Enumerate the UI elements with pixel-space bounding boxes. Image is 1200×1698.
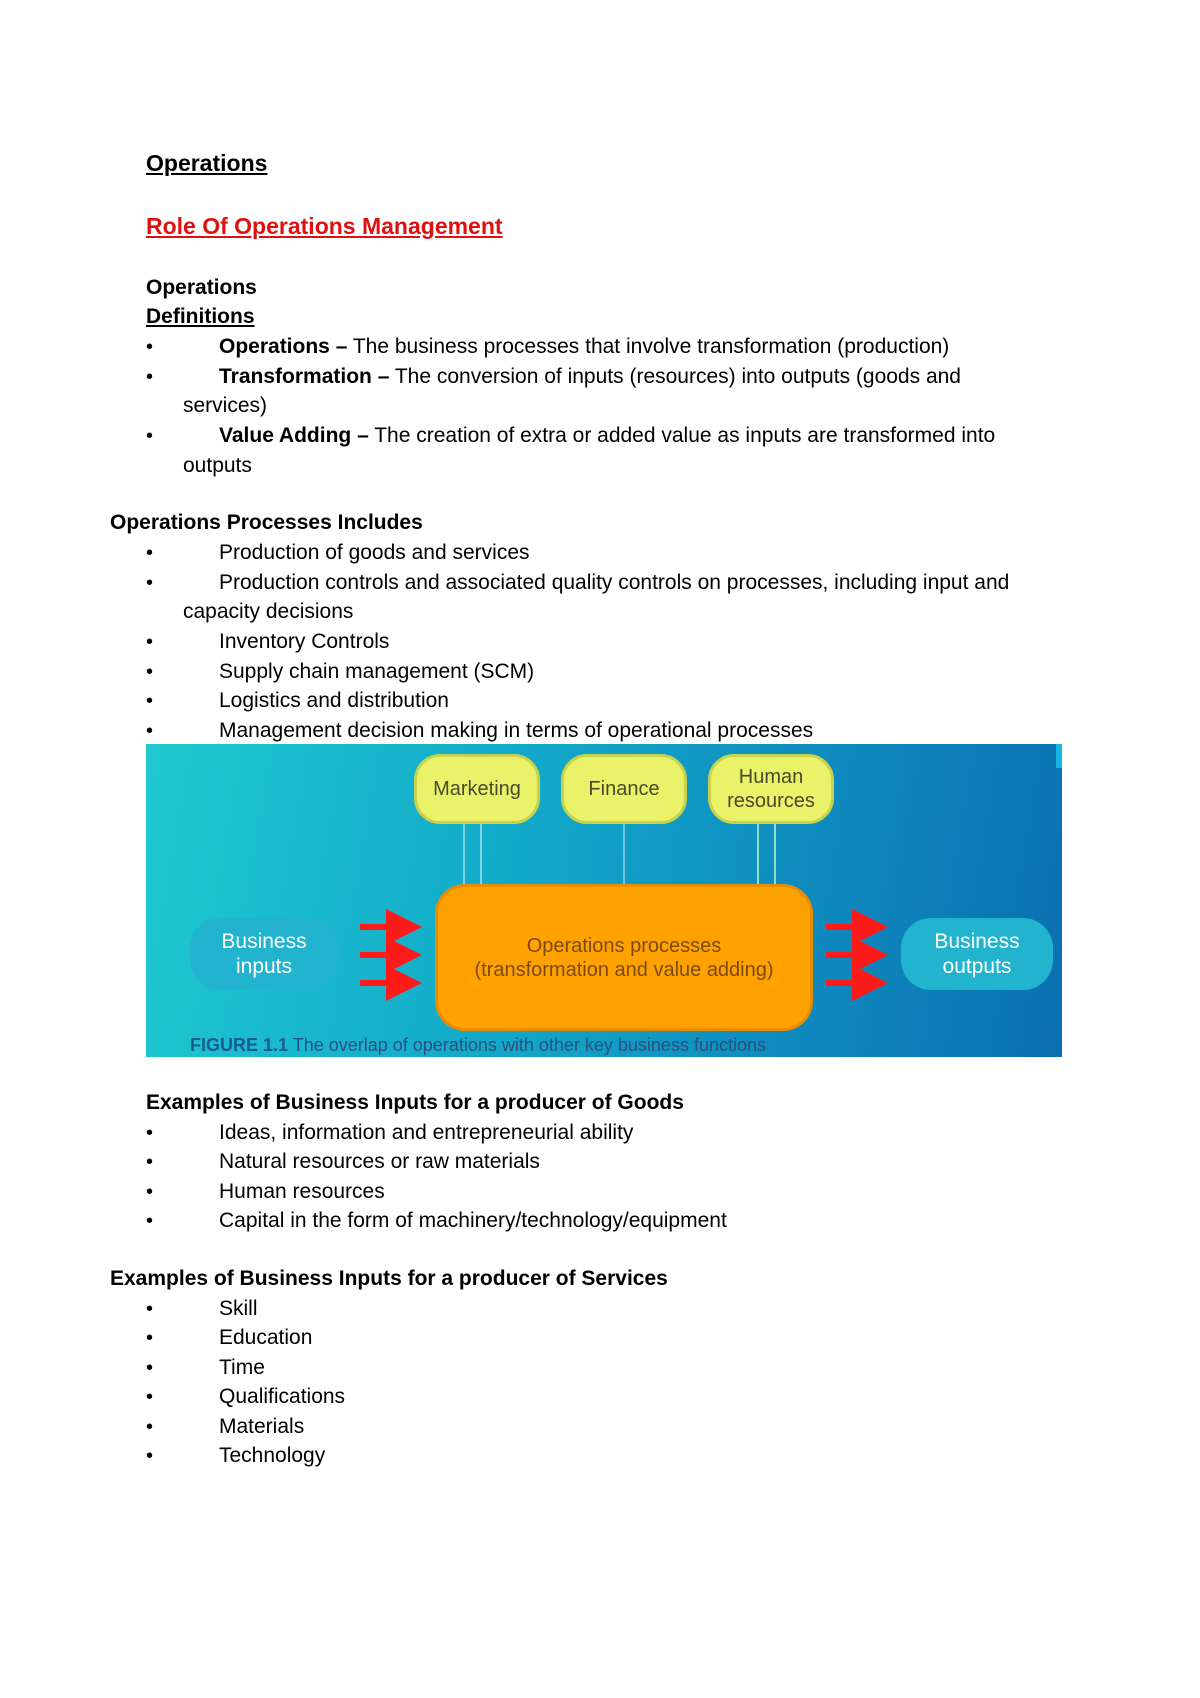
finance-label: Finance	[588, 778, 660, 800]
bullet: •	[146, 631, 154, 653]
list-item: Education	[219, 1326, 313, 1349]
bullet: •	[146, 720, 154, 742]
section-heading: Operations	[146, 276, 257, 299]
definition-item	[219, 423, 995, 449]
definition-item	[219, 334, 949, 360]
list-item: Production controls and associated quality controls on processes, including input and	[219, 571, 1010, 594]
marketing-node	[414, 754, 540, 824]
list-item: Logistics and distribution	[219, 689, 449, 712]
bullet: •	[146, 1327, 154, 1349]
definition-term: Transformation –	[219, 365, 390, 388]
bullet: •	[146, 336, 154, 358]
figure-caption-text: The overlap of operations with other key business functions	[292, 1035, 766, 1055]
bullet: •	[146, 366, 154, 388]
list-item: Natural resources or raw materials	[219, 1150, 540, 1173]
bullet: •	[146, 1210, 154, 1232]
definition-continuation: services)	[183, 394, 268, 417]
list-item: Materials	[219, 1415, 305, 1438]
bullet: •	[146, 425, 154, 447]
services-heading: Examples of Business Inputs for a producer of Services	[110, 1267, 668, 1290]
definition-term: Operations –	[219, 335, 348, 358]
list-item: Time	[219, 1356, 265, 1379]
definition-text: The business processes that involve transformation (production)	[347, 335, 950, 358]
operations-processes-node	[435, 884, 813, 1031]
definition-text: The creation of extra or added value as inputs are transformed into	[368, 424, 996, 447]
marketing-label: Marketing	[433, 778, 521, 800]
bullet: •	[146, 1416, 154, 1438]
bullet: •	[146, 572, 154, 594]
ops-label-line2: (transformation and value adding)	[474, 958, 774, 981]
goods-heading: Examples of Business Inputs for a producer of Goods	[146, 1091, 684, 1114]
bullet: •	[146, 1357, 154, 1379]
figure-caption-label: FIGURE 1.1	[190, 1035, 289, 1055]
bullet: •	[146, 661, 154, 683]
inputs-label-line2: inputs	[235, 955, 293, 978]
figure-caption	[190, 1035, 766, 1055]
outputs-label-line1: Business	[934, 930, 1020, 953]
list-item: Supply chain management (SCM)	[219, 660, 535, 683]
finance-node	[561, 754, 687, 824]
list-item: Production of goods and services	[219, 541, 530, 564]
bullet: •	[146, 1298, 154, 1320]
human-resources-node	[708, 754, 834, 824]
page-title: Operations	[146, 150, 268, 176]
definition-item	[219, 364, 961, 390]
outputs-label-line2: outputs	[942, 955, 1012, 978]
ops-label-line1: Operations processes	[526, 934, 722, 957]
processes-heading: Operations Processes Includes	[110, 511, 423, 534]
list-item: Skill	[219, 1297, 258, 1320]
business-inputs-node	[190, 918, 338, 990]
page-subtitle: Role Of Operations Management	[146, 213, 503, 239]
list-item: Human resources	[219, 1180, 385, 1203]
list-item: Management decision making in terms of operational processes	[219, 719, 814, 742]
bullet: •	[146, 1122, 154, 1144]
bullet: •	[146, 542, 154, 564]
definition-term: Value Adding –	[219, 424, 369, 447]
definitions-heading: Definitions	[146, 305, 255, 328]
list-item: Ideas, information and entrepreneurial ability	[219, 1121, 634, 1144]
bullet: •	[146, 1386, 154, 1408]
operations-diagram-figure	[146, 744, 1062, 1057]
bullet: •	[146, 1151, 154, 1173]
list-item: Qualifications	[219, 1385, 346, 1408]
inputs-label-line1: Business	[221, 930, 307, 953]
bullet: •	[146, 1181, 154, 1203]
list-item: Technology	[219, 1444, 326, 1467]
list-item: Capital in the form of machinery/technology/equipment	[219, 1209, 727, 1232]
list-item: Inventory Controls	[219, 630, 390, 653]
definition-continuation: outputs	[183, 454, 252, 477]
bullet: •	[146, 690, 154, 712]
definition-text: The conversion of inputs (resources) into outputs (goods and	[389, 365, 961, 388]
hr-label-line1: Human	[738, 766, 804, 788]
bullet: •	[146, 1445, 154, 1467]
hr-label-line2: resources	[727, 790, 815, 812]
list-item-continuation: capacity decisions	[183, 600, 354, 623]
business-outputs-node	[901, 918, 1053, 990]
